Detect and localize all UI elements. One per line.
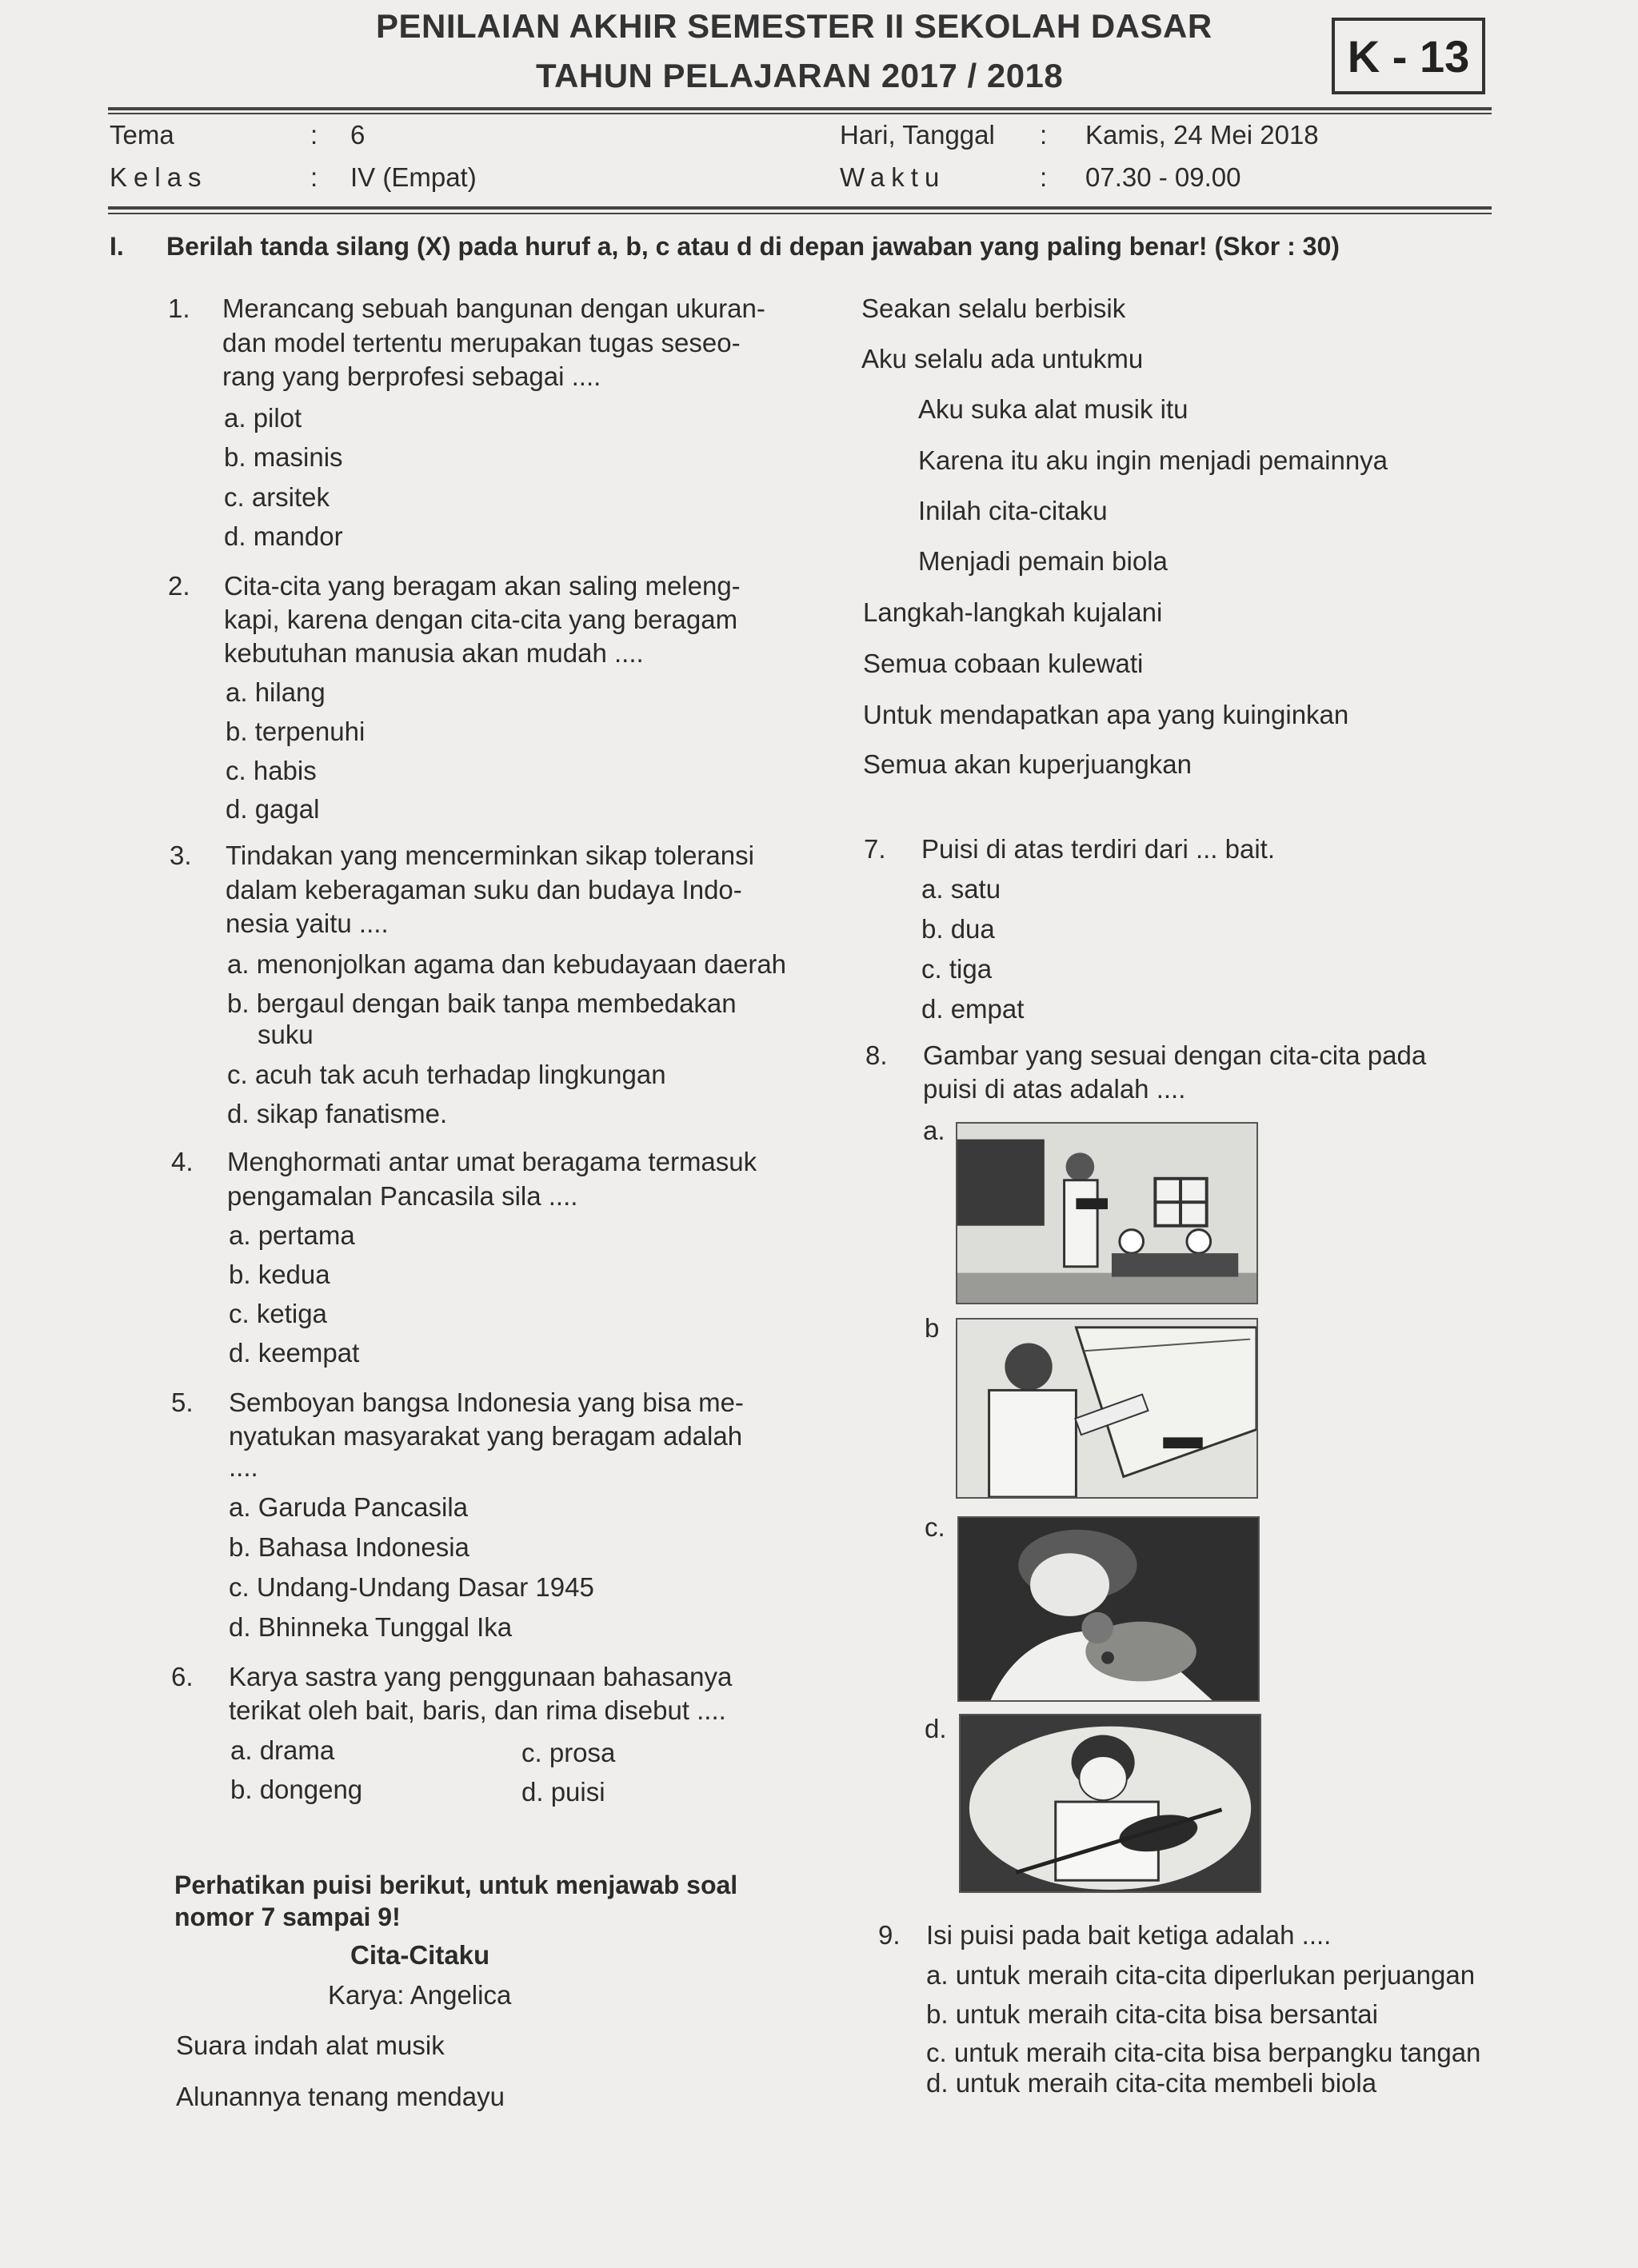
tema-colon: :	[310, 120, 318, 150]
q1-number: 1.	[168, 293, 190, 323]
poem-title: Cita-Citaku	[350, 1940, 490, 1970]
q8-text-line2: puisi di atas adalah ....	[923, 1074, 1186, 1104]
q9-option-d[interactable]: d. untuk meraih cita-cita membeli biola	[926, 2068, 1377, 2098]
hari-colon: :	[1040, 120, 1048, 150]
hari-value: Kamis, 24 Mei 2018	[1085, 120, 1319, 150]
tema-value: 6	[350, 120, 366, 150]
q5-text-line3: ....	[229, 1452, 258, 1482]
q4-option-a[interactable]: a. pertama	[229, 1220, 355, 1250]
kelas-value: IV (Empat)	[350, 162, 477, 192]
section-number: I.	[110, 232, 124, 261]
q5-option-c[interactable]: c. Undang-Undang Dasar 1945	[229, 1572, 594, 1602]
q3-option-d[interactable]: d. sikap fanatisme.	[227, 1099, 448, 1128]
header-rule-bottom-thin	[108, 213, 1492, 214]
q5-option-d[interactable]: d. Bhinneka Tunggal Ika	[229, 1612, 513, 1642]
q5-option-b[interactable]: b. Bahasa Indonesia	[229, 1532, 469, 1562]
q3-option-b-line2: suku	[258, 1020, 314, 1049]
q4-text-line2: pengamalan Pancasila sila ....	[227, 1181, 578, 1211]
q1-option-d[interactable]: d. mandor	[224, 521, 343, 551]
poem-stanza2-line4: Menjadi pemain biola	[918, 546, 1168, 576]
q7-option-a[interactable]: a. satu	[921, 874, 1001, 904]
q8-option-a-label[interactable]: a.	[923, 1116, 945, 1145]
q9-text-line1: Isi puisi pada bait ketiga adalah ....	[926, 1920, 1332, 1950]
veterinarian-illustration[interactable]	[957, 1516, 1260, 1702]
q6-text-line2: terikat oleh bait, baris, dan rima disebut ....	[229, 1695, 726, 1725]
kelas-colon: :	[310, 162, 318, 192]
q5-text-line1: Semboyan bangsa Indonesia yang bisa me-	[229, 1388, 744, 1417]
q3-text-line2: dalam keberagaman suku dan budaya Indo-	[226, 875, 742, 904]
q5-option-a[interactable]: a. Garuda Pancasila	[229, 1492, 469, 1522]
q4-option-c[interactable]: c. ketiga	[229, 1299, 327, 1328]
section-instruction: Berilah tanda silang (X) pada huruf a, b, c atau d di depan jawaban yang paling benar! (Skor : 30)	[166, 232, 1340, 261]
q2-text-line2: kapi, karena dengan cita-cita yang beragam	[224, 605, 738, 634]
poem-stanza2-line2: Karena itu aku ingin menjadi pemainnya	[918, 445, 1388, 475]
q7-number: 7.	[864, 834, 886, 864]
q5-text-line2: nyatukan masyarakat yang beragam adalah	[229, 1421, 743, 1451]
q3-option-c[interactable]: c. acuh tak acuh terhadap lingkungan	[227, 1060, 666, 1089]
q1-text-line2: dan model tertentu merupakan tugas seseo-	[222, 328, 741, 357]
poem-stanza2-line1: Aku suka alat musik itu	[918, 394, 1189, 424]
q8-text-line1: Gambar yang sesuai dengan cita-cita pada	[923, 1040, 1427, 1070]
q8-number: 8.	[865, 1040, 888, 1070]
q2-text-line3: kebutuhan manusia akan mudah ....	[224, 638, 644, 668]
q9-option-b[interactable]: b. untuk meraih cita-cita bisa bersantai	[926, 1999, 1378, 2029]
q8-option-b-label[interactable]: b	[925, 1313, 940, 1343]
q4-option-b[interactable]: b. kedua	[229, 1260, 330, 1289]
q2-option-c[interactable]: c. habis	[226, 756, 317, 785]
poem-stanza2-line3: Inilah cita-citaku	[918, 496, 1108, 525]
q8-option-d-label[interactable]: d.	[925, 1714, 947, 1743]
curriculum-code: K - 13	[1347, 30, 1470, 82]
q6-number: 6.	[171, 1662, 194, 1691]
q5-number: 5.	[171, 1388, 194, 1417]
tema-label: Tema	[110, 120, 174, 150]
poem-stanza1-line1: Suara indah alat musik	[176, 2030, 445, 2060]
kelas-label: Kelas	[110, 162, 208, 192]
q1-option-a[interactable]: a. pilot	[224, 403, 302, 433]
q2-text-line1: Cita-cita yang beragam akan saling meleng-	[224, 571, 741, 601]
waktu-colon: :	[1040, 162, 1048, 192]
q1-option-b[interactable]: b. masinis	[224, 442, 343, 472]
q6-option-c[interactable]: c. prosa	[521, 1738, 616, 1767]
q7-option-c[interactable]: c. tiga	[921, 954, 993, 984]
q3-text-line3: nesia yaitu ....	[226, 908, 389, 938]
q4-text-line1: Menghormati antar umat beragama termasuk	[227, 1147, 757, 1176]
poem-instruction-line2: nomor 7 sampai 9!	[174, 1903, 401, 1931]
exam-year: TAHUN PELAJARAN 2017 / 2018	[536, 57, 1064, 94]
q2-option-d[interactable]: d. gagal	[226, 794, 320, 824]
poem-stanza3-line1: Langkah-langkah kujalani	[863, 597, 1163, 627]
poem-stanza3-line3: Untuk mendapatkan apa yang kuinginkan	[863, 700, 1349, 729]
q3-number: 3.	[170, 841, 192, 870]
header-rule-bottom	[108, 206, 1492, 210]
exam-title: PENILAIAN AKHIR SEMESTER II SEKOLAH DASAR	[376, 7, 1213, 45]
q2-number: 2.	[168, 571, 190, 601]
q6-option-d[interactable]: d. puisi	[521, 1777, 605, 1807]
violinist-illustration[interactable]	[959, 1714, 1261, 1893]
poem-author: Karya: Angelica	[328, 1980, 512, 2010]
q6-option-a[interactable]: a. drama	[230, 1735, 335, 1765]
q7-option-d[interactable]: d. empat	[921, 994, 1025, 1024]
teacher-illustration[interactable]	[956, 1122, 1258, 1304]
q9-number: 9.	[878, 1920, 901, 1950]
q9-option-a[interactable]: a. untuk meraih cita-cita diperlukan perjuangan	[926, 1960, 1476, 1990]
poem-stanza3-line2: Semua cobaan kulewati	[863, 649, 1144, 678]
hari-label: Hari, Tanggal	[840, 120, 995, 150]
q8-option-c-label[interactable]: c.	[925, 1512, 945, 1542]
q3-option-b[interactable]: b. bergaul dengan baik tanpa membedakan	[227, 988, 737, 1018]
header-rule-top-thin	[108, 113, 1492, 114]
q1-text-line3: rang yang berprofesi sebagai ....	[222, 361, 601, 391]
poem-stanza1-line4: Aku selalu ada untukmu	[861, 344, 1144, 373]
q6-option-b[interactable]: b. dongeng	[230, 1775, 363, 1804]
q1-text-line1: Merancang sebuah bangunan dengan ukuran-	[222, 293, 765, 323]
waktu-label: Waktu	[840, 162, 946, 192]
q3-text-line1: Tindakan yang mencerminkan sikap toleransi	[226, 841, 754, 870]
poem-stanza1-line3: Seakan selalu berbisik	[861, 293, 1126, 323]
q1-option-c[interactable]: c. arsitek	[224, 482, 330, 512]
architect-illustration[interactable]	[956, 1318, 1258, 1499]
q2-option-a[interactable]: a. hilang	[226, 677, 326, 707]
q7-text-line1: Puisi di atas terdiri dari ... bait.	[921, 834, 1276, 864]
curriculum-code-box	[1332, 18, 1485, 94]
header-rule-top	[108, 107, 1492, 110]
q3-option-a[interactable]: a. menonjolkan agama dan kebudayaan daerah	[227, 949, 787, 979]
q9-option-c[interactable]: c. untuk meraih cita-cita bisa berpangku tangan	[926, 2038, 1481, 2067]
q4-number: 4.	[171, 1147, 194, 1176]
poem-stanza1-line2: Alunannya tenang mendayu	[176, 2082, 505, 2111]
waktu-value: 07.30 - 09.00	[1085, 162, 1241, 192]
q6-text-line1: Karya sastra yang penggunaan bahasanya	[229, 1662, 733, 1691]
q2-option-b[interactable]: b. terpenuhi	[226, 717, 366, 746]
q7-option-b[interactable]: b. dua	[921, 914, 995, 944]
poem-stanza3-line4: Semua akan kuperjuangkan	[863, 749, 1192, 779]
q4-option-d[interactable]: d. keempat	[229, 1338, 360, 1368]
poem-instruction-line1: Perhatikan puisi berikut, untuk menjawab soal	[174, 1871, 738, 1899]
